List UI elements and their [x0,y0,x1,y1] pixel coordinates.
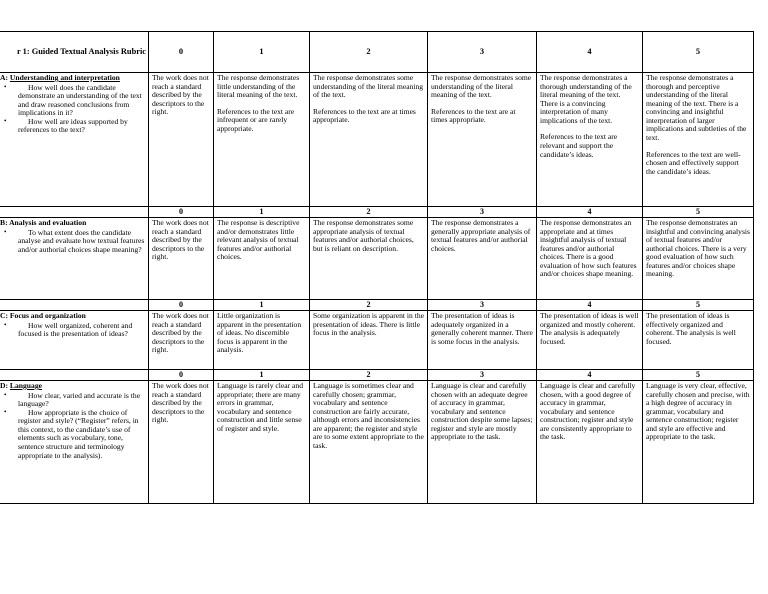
level-label: 0 [149,300,214,311]
descriptor-d-2: Language is sometimes clear and carefully chosen; grammar, vocabulary and sentence construction are fairly accurate, although errors and inconsistencies are apparent; the register and style are to some extent appropriate to the task. [310,381,428,504]
criterion-cell-a [0,73,149,207]
level-label: 5 [643,370,754,381]
criterion-name: Understanding and interpretation [9,73,120,82]
criterion-letter: B: [0,218,8,227]
level-label: 1 [214,207,310,218]
criterion-question: • How well does the candidate demonstrate an understanding of the text and draw reasoned conclusions from implications in it? [4,82,142,118]
level-header-0: 0 [149,32,214,73]
criterion-question: • How well are ideas supported by references to the text? [4,116,128,135]
rubric-table [0,31,754,504]
level-label: 2 [310,300,428,311]
level-label: 4 [537,300,643,311]
criterion-question: • To what extent does the candidate analyse and evaluate how textual features and/or authorial choices shape meaning? [4,227,145,254]
criterion-title-a [0,74,145,83]
level-header-3: 3 [428,32,537,73]
level-header-2: 2 [310,32,428,73]
level-label: 2 [310,370,428,381]
level-label: 3 [428,370,537,381]
descriptor-b-5: The response demonstrates an insightful and convincing analysis of textual features and/or authorial choices. There is a very good evaluation of how such features and/or choices shape meaning. [643,218,754,300]
descriptor-c-4: The presentation of ideas is well organized and mostly coherent. The analysis is adequately focused. [537,311,643,370]
descriptor-c-5: The presentation of ideas is effectively organized and coherent. The analysis is well focused. [643,311,754,370]
level-label: 0 [149,207,214,218]
rubric-title: r 1: Guided Textual Analysis Rubric [0,32,149,73]
level-label: 2 [310,207,428,218]
descriptor-c-3: The presentation of ideas is adequately organized in a generally coherent manner. There is some focus in the analysis. [428,311,537,370]
descriptor-d-5: Language is very clear, effective, carefully chosen and precise, with a high degree of accuracy in grammar, vocabulary and sentence construction; register and style are effective and appropriate to the task. [643,381,754,504]
criterion-name: Language [9,381,42,390]
descriptor-d-4: Language is clear and carefully chosen, with a good degree of accuracy in grammar, vocabulary and sentence construction; register and style are consistently appropriate to the task. [537,381,643,504]
criterion-title-d [0,382,145,391]
level-label: 1 [214,300,310,311]
descriptor-c-1: Little organization is apparent in the presentation of ideas. No discernible focus is apparent in the analysis. [214,311,310,370]
level-header-5: 5 [643,32,754,73]
level-label: 4 [537,207,643,218]
descriptor-d-0: The work does not reach a standard described by the descriptors to the right. [149,381,214,504]
criterion-title-c [0,312,145,321]
level-label: 4 [537,370,643,381]
criterion-question: • How clear, varied and accurate is the language? [4,390,141,409]
descriptor-a-3: The response demonstrates some understanding of the literal meaning of the text. References to the text are at times appropriate. [428,73,537,207]
descriptor-d-3: Language is clear and carefully chosen with an adequate degree of accuracy in grammar, vocabulary and sentence construction despite some lapses; register and style are mostly appropriate to the task. [428,381,537,504]
descriptor-b-3: The response demonstrates a generally appropriate analysis of textual features and/or authorial choices. [428,218,537,300]
descriptor-b-2: The response demonstrates some appropriate analysis of textual features and/or authorial choices, but is reliant on description. [310,218,428,300]
level-label: 5 [643,207,754,218]
criterion-row-d [0,381,754,504]
bullet-icon: • [4,82,7,91]
level-subheader-row [0,207,754,218]
level-subheader-row [0,370,754,381]
bullet-icon: • [4,320,7,329]
level-header-1: 1 [214,32,310,73]
criterion-row-b [0,218,754,300]
level-subheader-row [0,300,754,311]
descriptor-a-4: The response demonstrates a thorough understanding of the literal meaning of the text. There is a convincing interpretation of many implications of the text. References to the text are relevant and support the candidate’s ideas. [537,73,643,207]
criterion-question: • How well organized, coherent and focused is the presentation of ideas? [4,320,133,339]
descriptor-b-0: The work does not reach a standard described by the descriptors to the right. [149,218,214,300]
descriptor-b-1: The response is descriptive and/or demonstrates little relevant analysis of textual features and/or authorial choices. [214,218,310,300]
bullet-icon: • [4,407,7,416]
header-row [0,32,754,73]
descriptor-a-2: The response demonstrates some understanding of the literal meaning of the text. References to the text are at times appropriate. [310,73,428,207]
descriptor-b-4: The response demonstrates an appropriate and at times insightful analysis of textual features and/or authorial choices. There is a good evaluation of how such features and/or choices shape meaning. [537,218,643,300]
criterion-letter: C: [0,311,9,320]
criterion-cell-d [0,381,149,504]
descriptor-a-0: The work does not reach a standard described by the descriptors to the right. [149,73,214,207]
bullet-icon: • [4,227,7,236]
level-label: 3 [428,300,537,311]
criterion-title-b [0,219,145,228]
level-label: 1 [214,370,310,381]
descriptor-a-1: The response demonstrates little understanding of the literal meaning of the text. References to the text are infrequent or are rarely appropriate. [214,73,310,207]
criterion-row-a [0,73,754,207]
criterion-cell-c [0,311,149,370]
criterion-name: Analysis and evaluation [9,218,87,227]
descriptor-c-2: Some organization is apparent in the presentation of ideas. There is little focus in the analysis. [310,311,428,370]
bullet-icon: • [4,116,7,125]
level-header-4: 4 [537,32,643,73]
level-label: 5 [643,300,754,311]
descriptor-a-5: The response demonstrates a thorough and perceptive understanding of the literal meaning of the text. There is a convincing and insightful interpretation of larger implications and subtleties of the text. References to the text are well-chosen and effectively support the candidate’s ideas. [643,73,754,207]
criterion-cell-b [0,218,149,300]
descriptor-d-1: Language is rarely clear and appropriate; there are many errors in grammar, vocabulary and sentence construction and little sense of register and style. [214,381,310,504]
bullet-icon: • [4,390,7,399]
criterion-question: • How appropriate is the choice of register and style? (“Register” refers, in this context, to the candidate’s use of elements such as vocabulary, tone, sentence structure and terminology appropriate to the analysis). [4,407,139,460]
level-label: 0 [149,370,214,381]
criterion-name: Focus and organization [9,311,86,320]
criterion-letter: A: [0,73,9,82]
criterion-letter: D: [0,381,9,390]
level-label: 3 [428,207,537,218]
descriptor-c-0: The work does not reach a standard described by the descriptors to the right. [149,311,214,370]
criterion-row-c [0,311,754,370]
